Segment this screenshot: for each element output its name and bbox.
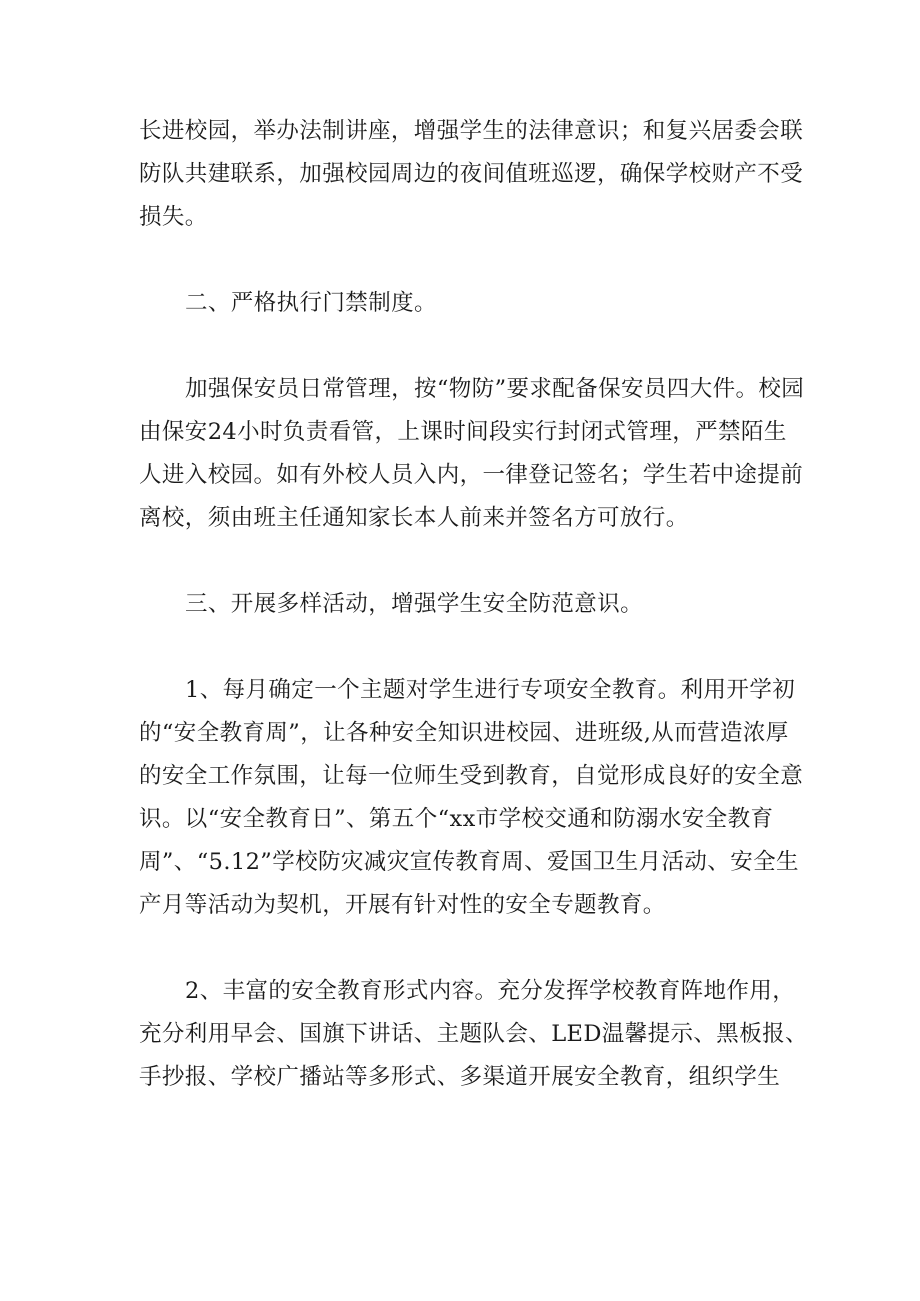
document-body [139, 110, 809, 1099]
section-heading-access-control: 二、严格执行门禁制度。 [185, 290, 437, 316]
paragraph-monthly-theme: 1、每月确定一个主题对学生进行专项安全教育。利用开学初的“安全教育周”，让各种安全知识进校园、进班级,从而营造浓厚的安全工作氛围，让每一位师生受到教育，自觉形成良好的安全意识。以“安全教育日”、第五个“xx市学校交通和防溺水安全教育周”、“5.12”学校防灾减灾宣传教育周、爱国卫生月活动、安全生产月等活动为契机，开展有针对性的安全专题教育。 [139, 677, 804, 918]
paragraph-security-guards: 加强保安员日常管理，按“物防”要求配备保安员四大件。校园由保安24小时负责看管，上课时间段实行封闭式管理，严禁陌生人进入校园。如有外校人员入内，一律登记签名；学生若中途提前离校，须由班主任通知家长本人前来并签名方可放行。 [139, 376, 805, 531]
section-heading-activities: 三、开展多样活动，增强学生安全防范意识。 [185, 591, 644, 617]
paragraph-education-forms: 2、丰富的安全教育形式内容。充分发挥学校教育阵地作用，充分利用早会、国旗下讲话、主题队会、LED温馨提示、黑板报、手抄报、学校广播站等多形式、多渠道开展安全教育，组织学生 [139, 978, 808, 1090]
paragraph-continuation: 长进校园，举办法制讲座，增强学生的法律意识；和复兴居委会联防队共建联系，加强校园周边的夜间值班巡逻，确保学校财产不受损失。 [139, 118, 804, 230]
